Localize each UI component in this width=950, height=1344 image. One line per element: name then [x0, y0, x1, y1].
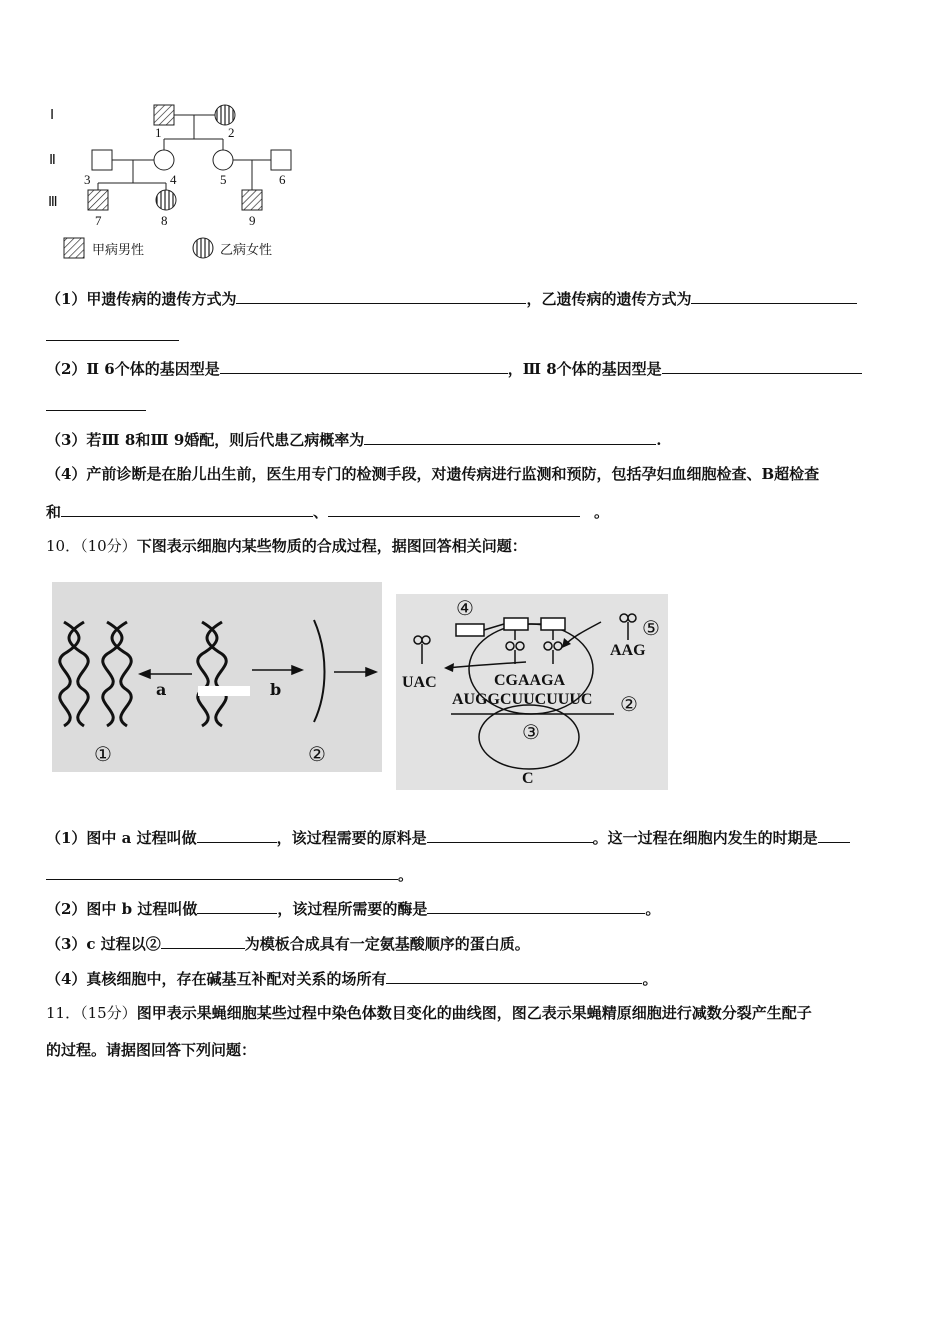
- blank-q9-6[interactable]: [61, 501, 313, 517]
- q9-l5-end: 。: [594, 503, 610, 521]
- label-aag: AAG: [610, 642, 646, 659]
- blank-q9-5[interactable]: [364, 429, 656, 445]
- blank-q9-3[interactable]: [220, 358, 508, 374]
- q11-number: 11．: [46, 1004, 81, 1022]
- pedigree-figure: [40, 95, 310, 265]
- num-6: 6: [279, 172, 286, 187]
- q9-l5-b: 、: [313, 503, 329, 521]
- label-circle-4: ④: [456, 596, 474, 620]
- q9-l2-b: ，Ⅲ 8个体的基因型是: [507, 360, 662, 378]
- q10-s2: [46, 898, 660, 919]
- q11-stem-line1: [46, 1003, 812, 1023]
- q10-s1-cont: [46, 864, 413, 885]
- q11-score: （15分）: [80, 1004, 137, 1022]
- blank-q9-2[interactable]: [691, 288, 857, 304]
- blank-q9-7[interactable]: [328, 501, 580, 517]
- q9-line1: [46, 288, 857, 309]
- individual-II4: [154, 150, 174, 170]
- legend-jia-symbol: [64, 238, 84, 258]
- num-3: 3: [84, 172, 91, 187]
- gen-label-II: Ⅱ: [49, 153, 56, 168]
- blank-q9-4[interactable]: [662, 358, 862, 374]
- q9-l1-a: （1）甲遗传病的遗传方式为: [46, 290, 237, 308]
- individual-III9: [242, 190, 262, 210]
- label-circle-2-right: ②: [620, 692, 638, 716]
- q10-s1-a: （1）图中 a 过程叫做: [46, 829, 197, 847]
- gen-label-I: Ⅰ: [50, 108, 55, 123]
- individual-II6: [271, 150, 291, 170]
- gen-label-III: Ⅲ: [48, 195, 58, 210]
- legend-yi-label: 乙病女性: [220, 243, 273, 258]
- blank-q10-4[interactable]: [197, 898, 277, 914]
- individual-I1: [154, 105, 174, 125]
- individual-III7: [88, 190, 108, 210]
- label-b: b: [270, 680, 282, 699]
- q9-l3: （3）若Ⅲ 8和Ⅲ 9婚配，则后代患乙病概率为: [46, 431, 365, 449]
- q10-s4-end: 。: [642, 970, 658, 988]
- label-c: C: [522, 770, 534, 787]
- q9-l5-a: 和: [46, 503, 62, 521]
- blank-q9-4-cont[interactable]: [46, 410, 146, 411]
- label-circle-1: ①: [94, 742, 112, 766]
- blank-q10-2[interactable]: [427, 827, 593, 843]
- q10-s4-a: （4）真核细胞中，存在碱基互补配对关系的场所有: [46, 970, 387, 988]
- blank-q10-5[interactable]: [427, 898, 645, 914]
- blank-q10-6[interactable]: [161, 933, 245, 949]
- num-4: 4: [170, 172, 177, 187]
- label-circle-5: ⑤: [642, 616, 660, 640]
- q9-l2-a: （2）Ⅱ 6个体的基因型是: [46, 360, 220, 378]
- q10-s1-c: 。这一过程在细胞内发生的时期是: [592, 829, 818, 847]
- blank-q10-7[interactable]: [386, 968, 642, 984]
- individual-II5: [213, 150, 233, 170]
- individual-II3: [92, 150, 112, 170]
- q10-s2-end: 。: [645, 900, 661, 918]
- q9-l4: （4）产前诊断是在胎儿出生前，医生用专门的检测手段，对遗传病进行监测和预防，包括孕妇血细胞检查、B超检查: [46, 465, 820, 483]
- q10-stem-text: 下图表示细胞内某些物质的合成过程，据图回答相关问题：: [136, 537, 527, 555]
- blank-q10-1[interactable]: [197, 827, 277, 843]
- q10-s3-b: 为模板合成具有一定氨基酸顺序的蛋白质。: [244, 935, 530, 953]
- figure-translation: [396, 594, 668, 790]
- label-mrna: AUGGCUUCUUUC: [452, 691, 593, 708]
- q11-stem1: 图甲表示果蝇细胞某些过程中染色体数目变化的曲线图，图乙表示果蝇精原细胞进行减数分裂产生配子: [136, 1004, 812, 1022]
- q10-stem: [46, 536, 527, 556]
- individual-III8: [156, 190, 176, 210]
- legend-jia-label: 甲病男性: [92, 243, 145, 258]
- q10-s1-b: ，该过程需要的原料是: [276, 829, 427, 847]
- q10-number: 10．: [46, 537, 81, 555]
- q11-stem-line2: [46, 1040, 256, 1060]
- q10-s3: [46, 933, 530, 954]
- blank-q10-3-cont[interactable]: [46, 864, 398, 880]
- legend-yi-symbol: [193, 238, 213, 258]
- num-5: 5: [220, 172, 227, 187]
- num-9: 9: [249, 213, 256, 228]
- individual-I2: [215, 105, 235, 125]
- q10-s2-b: ，该过程所需要的酶是: [277, 900, 428, 918]
- figure-replication: [52, 582, 382, 772]
- q10-s2-a: （2）图中 b 过程叫做: [46, 900, 198, 918]
- num-8: 8: [161, 213, 168, 228]
- q9-line4: [46, 464, 819, 484]
- blank-q9-1[interactable]: [236, 288, 526, 304]
- label-a: a: [156, 680, 167, 699]
- q10-s4: [46, 968, 657, 989]
- num-7: 7: [95, 213, 102, 228]
- q9-line5: [46, 501, 609, 522]
- blank-q9-2-cont[interactable]: [46, 340, 179, 341]
- label-circle-2: ②: [308, 742, 326, 766]
- label-cgaaga: CGAAGA: [494, 672, 566, 689]
- q10-s3-a: （3）c 过程以②: [46, 935, 161, 953]
- label-uac: UAC: [402, 674, 437, 691]
- q9-line2: [46, 358, 862, 379]
- num-2: 2: [228, 125, 235, 140]
- label-circle-3: ③: [522, 720, 540, 744]
- q9-l1-b: ，乙遗传病的遗传方式为: [526, 290, 692, 308]
- q10-s1: [46, 827, 850, 848]
- q11-stem2: 的过程。请据图回答下列问题：: [46, 1041, 257, 1059]
- q10-s1-end: 。: [398, 866, 414, 884]
- q9-l3-end: .: [656, 431, 662, 449]
- num-1: 1: [155, 125, 162, 140]
- q10-score: （10分）: [80, 537, 137, 555]
- q9-line3: [46, 429, 662, 450]
- blank-q10-3[interactable]: [818, 827, 850, 843]
